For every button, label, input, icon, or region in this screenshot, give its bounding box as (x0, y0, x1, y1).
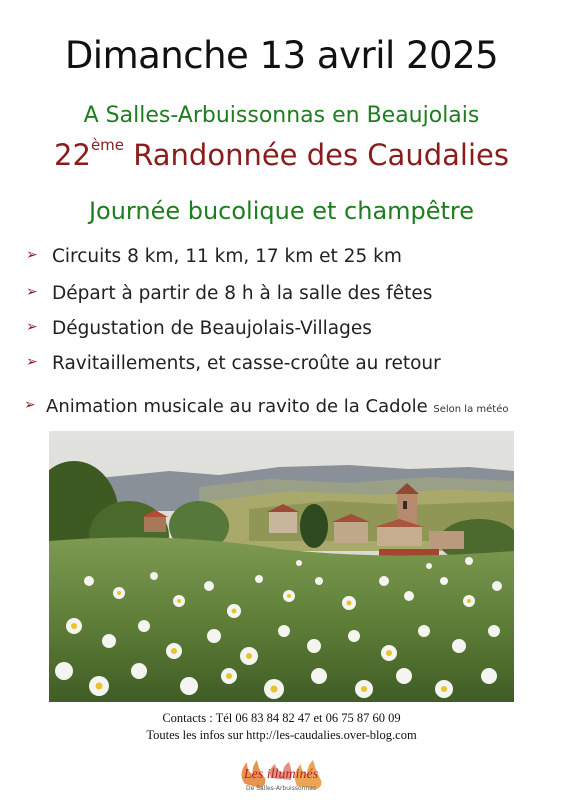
highlight-text: Circuits 8 km, 11 km, 17 km et 25 km (52, 246, 402, 267)
highlight-item (26, 283, 432, 304)
arrow-bullet-icon: ➢ (26, 319, 38, 335)
highlight-text: Dégustation de Beaujolais-Villages (52, 318, 372, 339)
arrow-bullet-icon: ➢ (24, 397, 36, 413)
landscape-illustration (49, 431, 514, 702)
highlight-item (26, 246, 402, 267)
logo-name: Les illuminés (243, 767, 319, 782)
event-name (0, 138, 563, 172)
event-number: 22 (54, 138, 91, 172)
arrow-bullet-icon: ➢ (26, 354, 38, 370)
contact-phones: Contacts : Tél 06 83 84 82 47 et 06 75 87 60 09 (162, 711, 401, 725)
contact-website-link[interactable]: Toutes les infos sur http://les-caudalies.over-blog.com (146, 728, 417, 742)
highlight-text: Ravitaillements, et casse-croûte au retour (52, 353, 441, 374)
highlight-text: Départ à partir de 8 h à la salle des fêtes (52, 283, 433, 304)
highlight-item (26, 318, 372, 339)
highlight-note: Selon la météo (433, 404, 509, 415)
highlight-item (24, 396, 508, 417)
event-ordinal: ème (90, 136, 125, 154)
contact-info (0, 710, 563, 744)
arrow-bullet-icon: ➢ (26, 284, 38, 300)
highlight-item (26, 353, 441, 374)
event-location: A Salles-Arbuissonnas en Beaujolais (83, 103, 480, 128)
event-tagline: Journée bucolique et champêtre (88, 197, 475, 225)
highlight-text: Animation musicale au ravito de la Cadole (46, 396, 428, 417)
arrow-bullet-icon: ➢ (26, 247, 38, 263)
village-landscape-photo (49, 431, 514, 702)
event-date-title: Dimanche 13 avril 2025 (64, 34, 499, 77)
logo-subtitle: De Salles-Arbuissonnas (245, 785, 317, 792)
organizer-logo (231, 756, 331, 796)
event-name-text: Randonnée des Caudalies (124, 138, 509, 172)
